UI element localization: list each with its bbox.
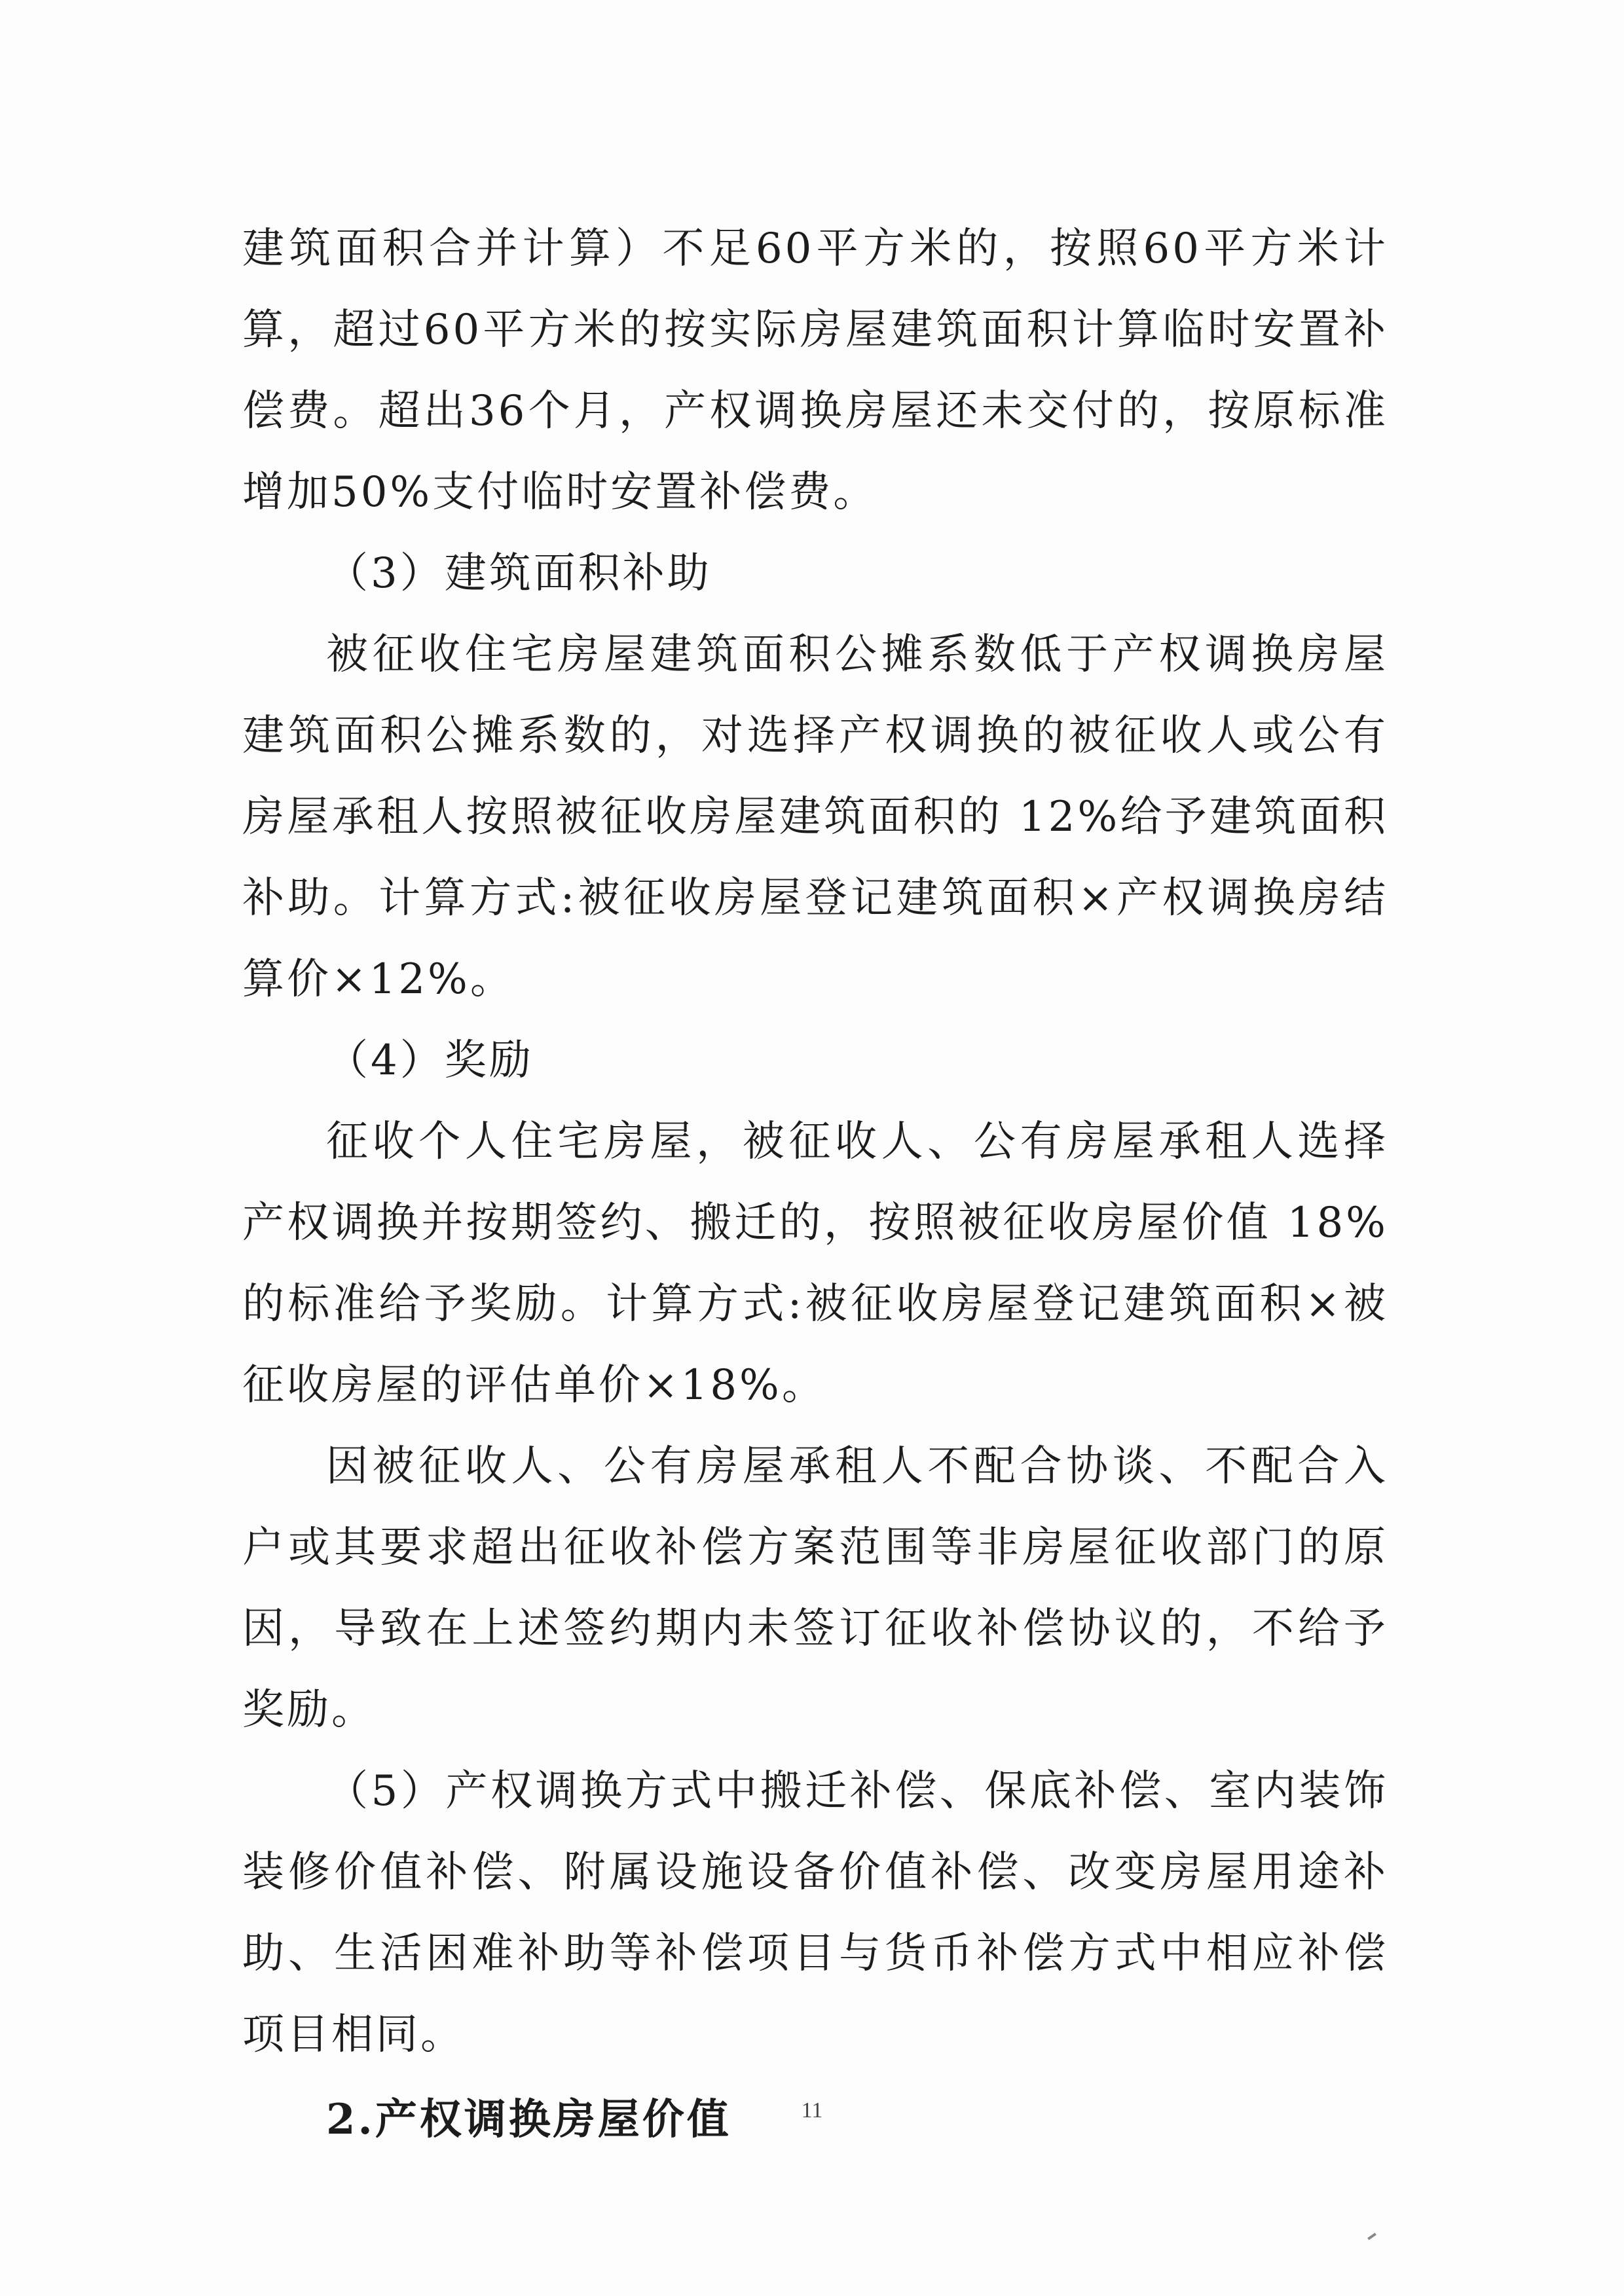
paragraph-other-compensation: （5）产权调换方式中搬迁补偿、保底补偿、室内装饰装修价值补偿、附属设施设备价值补偿、改变房屋用途补助、生活困难补助等补偿项目与货币补偿方式中相应补偿项目相同。 — [242, 1767, 1388, 2059]
subheading-reward: （4）奖励 — [326, 1036, 534, 1085]
paragraph-floor-area-subsidy: 被征收住宅房屋建筑面积公摊系数低于产权调换房屋建筑面积公摊系数的，对选择产权调换的被征收人或公有房屋承租人按照被征收房屋建筑面积的 12%给予建筑面积补助。计算方式:被征收房屋登记建筑面积×产权调换房结算价×12%。 — [242, 630, 1388, 1004]
section-heading-property-value: 2.产权调换房屋价值 — [326, 2095, 731, 2144]
document-body — [242, 208, 1388, 2160]
paragraph-temporary-resettlement: 建筑面积合并计算）不足60平方米的，按照60平方米计算，超过60平方米的按实际房屋建筑面积计算临时安置补偿费。超出36个月，产权调换房屋还未交付的，按原标准增加50%支付临时安置补偿费。 — [242, 225, 1388, 517]
scan-artifact — [1367, 2232, 1376, 2240]
page-number: 11 — [801, 2098, 823, 2123]
subheading-floor-area-subsidy: （3）建筑面积补助 — [326, 549, 712, 598]
paragraph-reward: 征收个人住宅房屋，被征收人、公有房屋承租人选择产权调换并按期签约、搬迁的，按照被征收房屋价值 18%的标准给予奖励。计算方式:被征收房屋登记建筑面积×被征收房屋的评估单价×18%。 — [242, 1118, 1388, 1410]
paragraph-no-reward: 因被征收人、公有房屋承租人不配合协谈、不配合入户或其要求超出征收补偿方案范围等非房屋征收部门的原因，导致在上述签约期内未签订征收补偿协议的，不给予奖励。 — [242, 1442, 1388, 1734]
